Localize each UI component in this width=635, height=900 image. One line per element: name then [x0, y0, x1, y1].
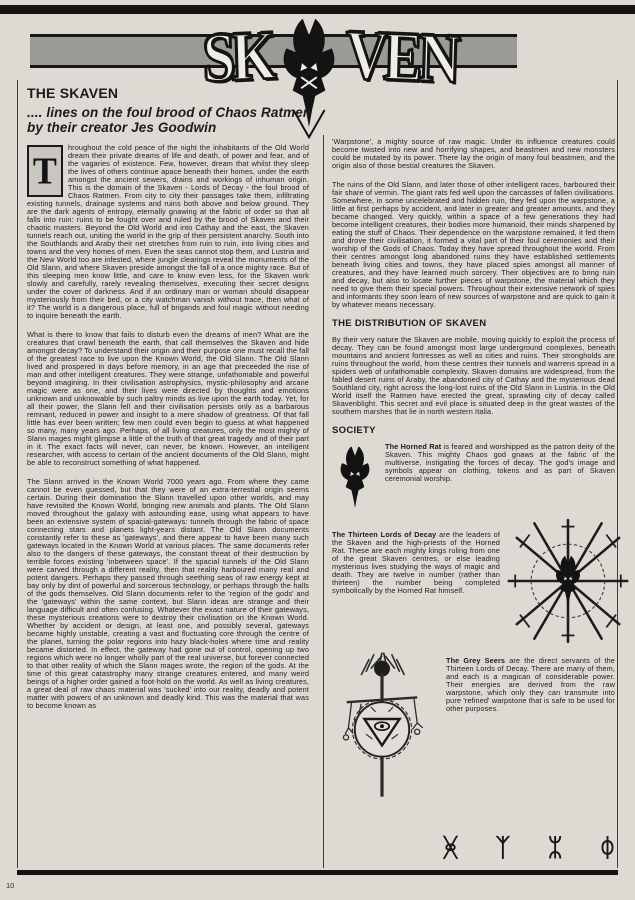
horned-rat-icon	[332, 445, 378, 515]
distribution-heading: THE DISTRIBUTION OF SKAVEN	[332, 318, 487, 329]
top-black-bar	[0, 5, 635, 14]
left-border-line	[17, 80, 18, 868]
society-heading: SOCIETY	[332, 425, 376, 436]
column-divider-line	[323, 135, 324, 868]
article-title: THE SKAVEN	[27, 85, 119, 101]
paragraph-text: hroughout the cold peace of the night the inhabitants of the Old World dream their private dreams of life and death, of power and fear, and of the vagaries of existence. Few, however, dream that whilst they sleep the lives of others continue apace beneath their homes, under the earth amongst the ancient sewers, drains and workings of inhuman origin. This is the domain of the Skaven - Lords of Decay - the foul brood of Chaos Ratmen. From city to city their passages take them, infiltrating existing tunnels, drainage systems and ruins both above and below ground. They are the dark agents of entropy, eternally gnawing at the fabric of order so that all falls into ruin: ruins to be fought over and ruled by the brood of Skaven and their chaotic masters. Beyond the Old World and into Cathay and the east, the Skaven tunnels reach out, uniting the world in the grip of their persistent anarchy. South into the Southlands and Araby their net stretches from ruin to ruin, into living cities and towns and the very homes of men. Even the seas cannot stop them, and Lustria and the New World too are infested, where jungle clearings reveal the monuments of the Old Slann, and where Skaven preside amongst the fall of a once mighty race. But of this sleeping men know little, and care to know even less, for the Skaven work slowly and carefully, rarely revealing themselves, executing their secret designs under the cover of darkness. And if an ordinary man or woman should disappear mysteriously from their bed, or a city watchman vanish without trace, then what of it? The world is a dangerous place, full of brigands and foul magic without needing to inquire beneath the earth.	[27, 143, 309, 321]
horned-rat-lead: The Horned Rat	[385, 442, 442, 451]
horned-rat-text: is feared and worshipped as the patron deity of the Skaven. This mighty Chaos god gnaws at the fabric of the multiverse, instigating the forces of decay. The god's image and symbols appear on clothing, tokens and as part of Skaven ceremonial worship.	[385, 442, 615, 483]
lords-of-decay-symbol	[504, 515, 632, 647]
right-border-line	[617, 80, 618, 868]
page-number: 10	[6, 881, 15, 890]
skaven-rune-glyph: ᚸ	[443, 833, 459, 862]
thirteen-lords-text: are the leaders of the Skaven and the high-priests of the Horned Rat. These are each mighty kings ruling from one of the great Skaven centres, or else leading mysterious lives studying the ways of magic and death. They are twelve in number (rather than thirteen) the number being completed symbolically by the Horned Rat himself.	[332, 530, 500, 595]
skaven-rune-glyph: ᛰ	[599, 833, 615, 862]
thirteen-lords-lead: The Thirteen Lords of Decay	[332, 530, 437, 539]
left-column	[27, 85, 312, 721]
thirteen-lords-block	[332, 531, 615, 647]
grey-seer-totem-illustration	[326, 651, 438, 799]
drop-cap-letter: T	[32, 150, 58, 193]
grey-seers-text: are the direct servants of the Thirteen Lords of Decay. There are many of them, and each is a magican of considerable power. Their energies are derived from the raw warpstone, which only they can transmute into pure 'refined' warpstone that is safe to be used for other purposes.	[446, 656, 615, 713]
paragraph: The Slann arrived in the Known World 7000 years ago. From where they came cannot be even guessed, but that they were of an extra-terrestial origin seems certain. During their domination the Slann travelled upon other worlds, and may have revisited the Known World, bringing new animals and plants. The Old Slann moved throughout the galaxy with astounding ease, using what appears to have been an extensive system of spacial-gateways: tunnels through the fabric of space connecting stars and planets light-years distant. The Old Slann documents constantly refer to these as 'gateways', and there appear to have been many such gateways located in the Known World at various places. The same documents refer also to the dangers of these gateways, the constant threat of their destruction by terrible forces existing 'inbetween space'. If the spacial tunnels of the Old Slann were carved through a different reality, then that reality harboured many real and potent dangers. Perhaps they passed through seething seas of raw energy kept at bay only by dint of powerful and sorcerous technology, or perhaps through the halls of the gods themselves. Old Slann documents refer to the 'region of the gods' and the 'gateways' within the same context, but Slann ideas are strange and their language difficult and often confusing. Whatever the exact nature of their gateways, these mysterious creations were to destroy their civilisation on the Known World. Whether by accident or design, at least one, and possibly several, gateways became highly unstable, creating a vast and fluctuating core through the centre of the planet, turning the polar regions into hazy black-holes where time and reality became distorted. In effect, the gateway had gone out of control, opening up two regions which were no longer wholly part of the real universe, but forever connected to that other reality of which the Slann mages wrote, the region of the gods. At the time of this great catastrophy many strange creatures entered, and many weird beings of a higher order gained a foot-hold on the world. As well as living creatures, a great deal of raw chaos material was 'sucked' into our reality, deadly and potent matter with powers of an unknown and deadly kind. This was the material that was to become known as	[27, 477, 309, 711]
right-column	[332, 138, 615, 799]
thirteen-lords-text-block	[332, 531, 500, 647]
paragraph: By their very nature the Skaven are mobile, moving quickly to exploit the process of decay. They can be found amongst most large underground complexes, beneath mountains and ancient fortresses as well as cities and ruins. Their strongholds are ruins throughout the world, from these centres their tunnels and warrens spread in a spiders web of unfathomable complexity. Skaven domains are widespread, from the fabled desert ruins of Araby, the abandoned city of Cathay and the mysterious dead Southland city, right across the long-lost ruins of the Old Slann in Lustria. In the Old World itself the Ratmen have erected the great, sprawling city of decay called Skavenblight. This secret and evil place is situated deep in the great wastes of the southern marshes that lie in north western Italia.	[332, 335, 615, 416]
grey-seers-lead: The Grey Seers	[446, 656, 506, 665]
paragraph: The ruins of the Old Slann, and later those of other intelligent races, harboured their fair share of vermin. The giant rats fed well upon the carcasses of fallen civilisations. Somewhere, in some uncelebrated and hidden ruin, they fed upon the warpstone, a little at first perhaps by accident, and later in greater and greater amounts, and they became changed. Very quickly, within a space of a few generations they had become intelligent creatures, their bodies more humanoid, their minds sharpened by eating the stuff of Chaos. Their dependence on the warpstone remained, it fed them and drove their civilisation, it formed a vital part of their foul ceremonies and their worship of the Gods of Chaos. Today they have spread throughout the world. From their centres amongst long abandoned ruins they have established settlements beneath living cities and towns, they have placed spies amongst all manner of creatures, and they have learned much sorcery. Their objectives are to bring ruin and decay, but also to locate further pieces of warpstone, the material which they need to give them their special powers. Throughout their extensive network of spies and informants they soon learn of new sources of warpstone and are quick to gain it by whatever means necessary.	[332, 180, 615, 309]
skaven-rune-glyph: ᛉ	[495, 833, 511, 862]
bottom-rule	[17, 870, 618, 875]
paragraph: What is there to know that fails to disturb even the dreams of men? What are the creatures that crawl beneath the earth, that call themselves the Skaven and hide amongst decay? To understand their origin and their purpose one must recall the fall of the greatest race to live upon the Known World, the Old Slann. The Old Slann lived and prospered in days before memory, in an age that preceeded the rise of man and other intelligent creatures. They were strange, unfathomable and powerful beyond imagining. In their civilisation astrophysics, mystic-philosophy and arcane magic were as one, and their lives were directed by thoughts and emotions unknown and unknowable by such paltry minds as live upon the earth today. Yet, for all their power, the Slann fell and their civilisation persists only as a barbarous remnant, reduced in power and insight to a mere shadow of greatness. Of that fall little has ever been written; few men could even begin to guess at what happened so many, many years ago. Perhaps, of all living creatures, only the most mighty of Slann mages might glimpse a little of the truth of that great tragedy and of their part in it. The exact facts will never, can never, be known. However, an intelligent researcher, with access to certain of the ancient documents of the Old Slann, might be able to reconstruct something of what happened.	[27, 330, 309, 468]
grey-seers-block	[332, 657, 615, 713]
logo-text-right: VEN	[345, 15, 459, 98]
skaven-rune-glyph: ᛯ	[547, 833, 563, 862]
horned-rat-block	[332, 443, 615, 517]
logo-text-left: SK	[201, 15, 274, 97]
paragraph: 'Warpstone', a mighty source of raw magic. Under its influence creatures could become twisted into new and horrifying shapes, and beastmen and new monsters could be mutated by its power. There lay the origin of many foul beastmen, and the origin also of those bestial creatures the Skaven.	[332, 137, 615, 170]
skaven-runes	[443, 833, 615, 862]
article-byline: .... lines on the foul brood of Chaos Ratmen by their creator Jes Goodwin	[27, 105, 312, 136]
drop-cap-box	[27, 145, 63, 197]
paragraph-intro	[27, 144, 309, 320]
